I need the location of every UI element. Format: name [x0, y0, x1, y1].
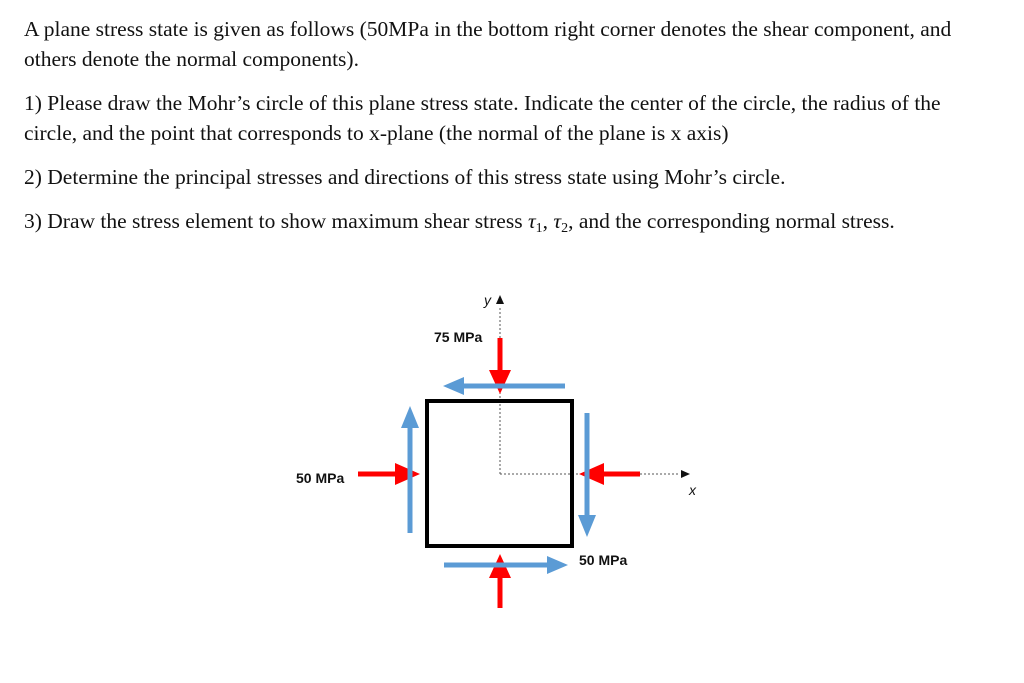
bottom-shear-arrowhead — [547, 556, 568, 574]
tau-subscript-1: 1 — [535, 221, 543, 236]
tau-separator: , — [542, 209, 554, 233]
problem-intro: A plane stress state is given as follows (50MPa in the bottom right corner denotes the shear component, and others denote the normal components). — [24, 17, 952, 71]
normal-x-label: 50 MPa — [296, 470, 345, 486]
shear-label: 50 MPa — [579, 552, 628, 568]
tau-symbol-2: τ — [553, 209, 562, 233]
x-axis-label: x — [689, 482, 696, 498]
question-3-start: 3) Draw the stress element to show maximum shear stress — [24, 209, 528, 233]
y-axis-label: y — [484, 292, 491, 308]
normal-y-label: 75 MPa — [434, 329, 483, 345]
right-normal-arrowhead — [579, 463, 604, 485]
tau-symbol-1: τ — [527, 209, 536, 233]
x-axis-arrowhead — [681, 470, 690, 478]
top-normal-arrowhead — [489, 370, 511, 394]
tau-subscript-2: 2 — [561, 221, 569, 236]
question-2: 2) Determine the principal stresses and directions of this stress state using Mohr’s circle. — [24, 165, 786, 189]
question-1: 1) Please draw the Mohr’s circle of this plane stress state. Indicate the center of the circle, the radius of the circle, and the point that corresponds to x-plane (the normal of the plane is x axis) — [24, 91, 941, 145]
right-shear-arrowhead — [578, 515, 596, 537]
top-shear-arrowhead — [443, 377, 464, 395]
left-shear-arrowhead — [401, 406, 419, 428]
y-axis-arrowhead — [496, 295, 504, 304]
question-3-end: , and the corresponding normal stress. — [568, 209, 895, 233]
